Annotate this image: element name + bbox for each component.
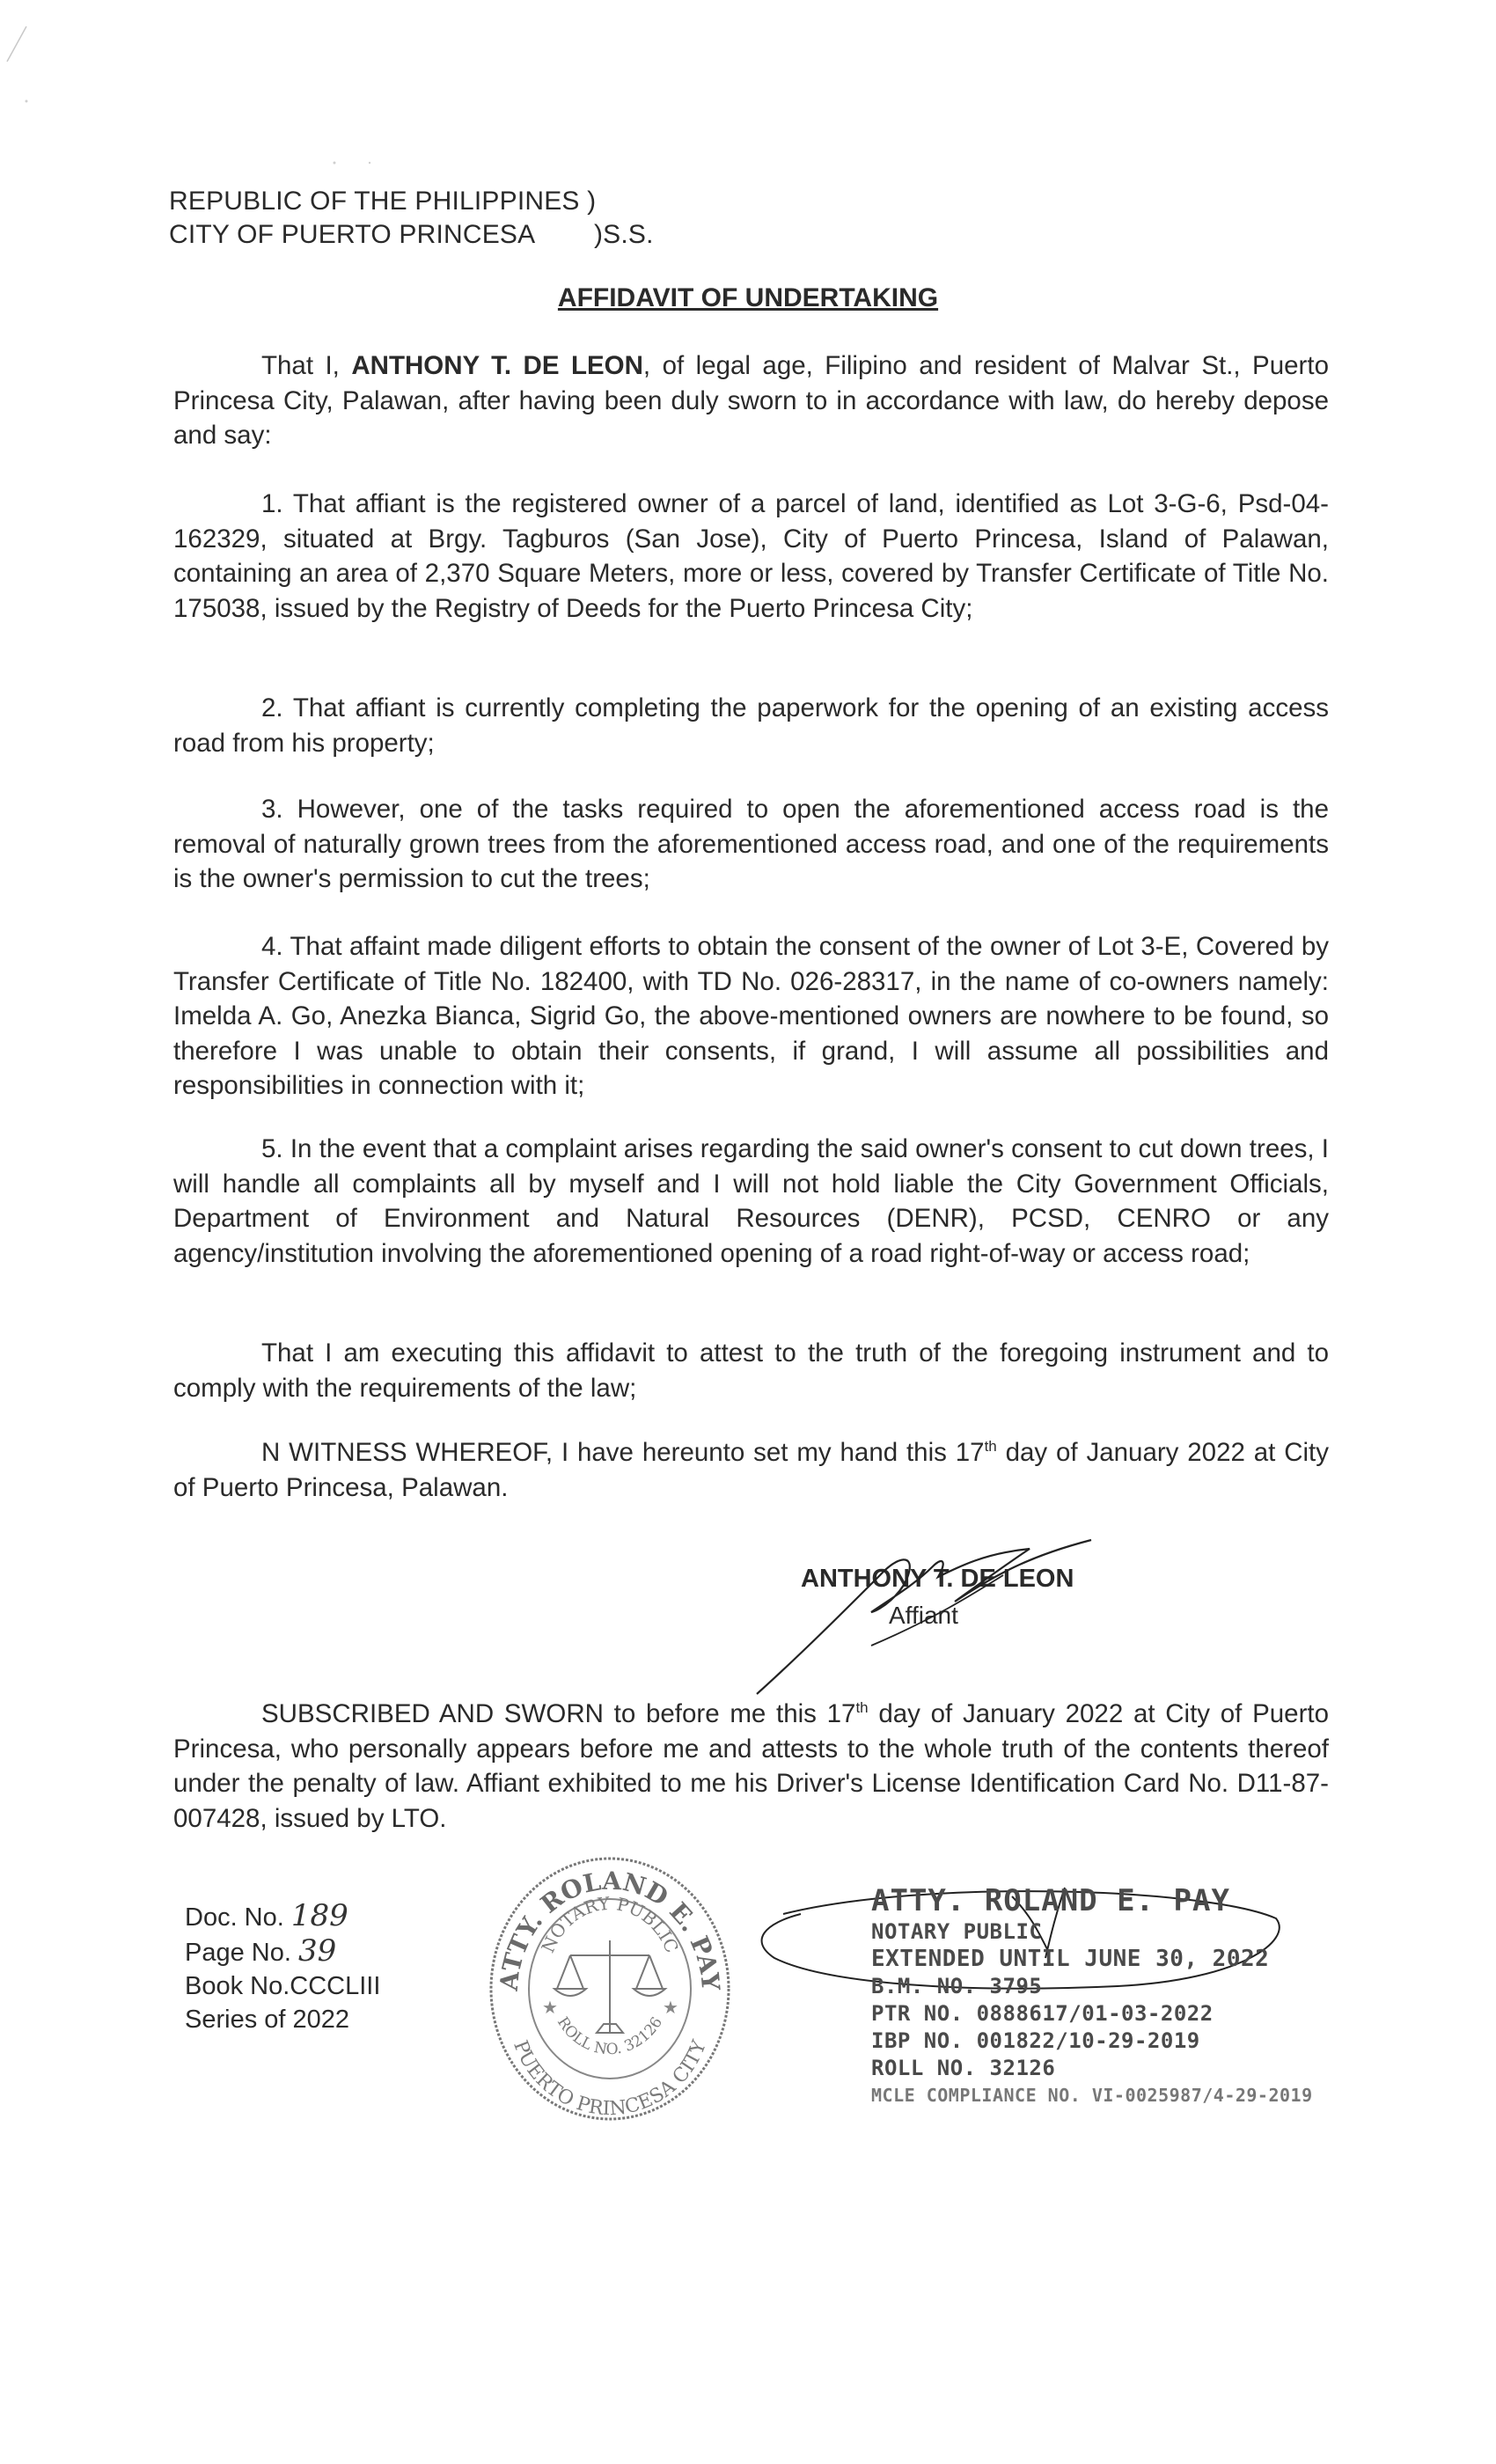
notary-mcle-number: MCLE COMPLIANCE NO. VI-0025987/4-29-2019 xyxy=(871,2085,1313,2106)
jurat-paragraph xyxy=(173,1697,1329,1836)
doc-number-row xyxy=(185,1899,380,1934)
intro-post: , of legal age, Filipino and resident of Malvar St., Puerto Princesa City, Palawan, after having been duly sworn to in accordance with law, do hereby depose and say: xyxy=(173,351,1329,450)
series-year: Series of 2022 xyxy=(185,2006,350,2034)
affiant-name-inline: ANTHONY T. DE LEON xyxy=(351,351,643,380)
seal-roll-text: ROLL NO. 32126 xyxy=(553,2013,667,2059)
seal-middle-text: NOTARY PUBLIC xyxy=(537,1892,683,1956)
witness-paragraph xyxy=(173,1435,1329,1505)
paragraph-5: 5. In the event that a complaint arises regarding the said owner's consent to cut down trees, I will handle all complaints all by myself and I will not hold liable the City Government Officials, Department of Environment and Natural Resources (DENR), PCSD, CENRO or any agency/institution involving the aforementioned opening of a road right-of-way or access road; xyxy=(173,1134,1329,1268)
paragraph-2: 2. That affiant is currently completing the paperwork for the opening of an existing access road from his property; xyxy=(173,693,1329,758)
page-number-label: Page No. xyxy=(185,1939,291,1967)
paragraph-4: 4. That affaint made diligent efforts to obtain the consent of the owner of Lot 3-E, Covered by Transfer Certificate of Title No. 182400, with TD No. 026-28317, in the name of co-owners namely: Imelda A. Go, Anezka Bianca, Sigrid Go, the above-mentioned owners are nowhere to be found, so therefore I was unable to obtain their consents, if grand, I will assume all possibilities and responsibilities in connection with it; xyxy=(173,932,1329,1100)
paragraph-3: 3. However, one of the tasks required to open the aforementioned access road is the removal of naturally grown trees from the aforementioned access road, and one of the requirements is the owner's permission to cut the trees; xyxy=(173,795,1329,893)
affiant-signature xyxy=(739,1514,1197,1707)
doc-number-value: 189 xyxy=(290,1898,348,1933)
affiant-signature-name: ANTHONY T. DE LEON xyxy=(801,1565,1074,1593)
notary-ibp-number: IBP NO. 001822/10-29-2019 xyxy=(871,2028,1200,2053)
witness-post: day of January 2022 at City of Puerto Princesa, Palawan. xyxy=(173,1438,1330,1502)
witness-pre: N WITNESS WHEREOF, I have hereunto set my hand this 17 xyxy=(261,1438,985,1467)
affiant-role: Affiant xyxy=(889,1602,958,1629)
notarial-register xyxy=(185,1899,380,2036)
venue-caption xyxy=(169,185,654,252)
notary-ptr-number: PTR NO. 0888617/01-03-2022 xyxy=(871,2001,1214,2026)
witness-ordinal: th xyxy=(984,1438,997,1456)
seal-star-left-icon: ★ xyxy=(542,1998,558,2018)
seal-top-text: ATTY. ROLAND E. PAY xyxy=(494,1866,726,1992)
venue-line-country: REPUBLIC OF THE PHILIPPINES ) xyxy=(169,187,597,216)
notary-bm-number: B.M. NO. 3795 xyxy=(871,1974,1043,1998)
jurat-pre: SUBSCRIBED AND SWORN to before me this 17 xyxy=(261,1699,856,1728)
notary-seal xyxy=(482,1848,737,2121)
jurat-post: day of January 2022 at City of Puerto Princesa, who personally appears before me and attests to the whole truth of the contents thereof under the penalty of law. Affiant exhibited to me his Driver's License Identification Card No. D11-87-007428, issued by LTO. xyxy=(173,1699,1329,1833)
document-title: AFFIDAVIT OF UNDERTAKING xyxy=(557,283,939,312)
notary-extension: EXTENDED UNTIL JUNE 30, 2022 xyxy=(871,1946,1270,1972)
intro-pre: That I, xyxy=(261,351,352,380)
intro-paragraph xyxy=(173,348,1329,453)
notary-name: ATTY. ROLAND E. PAY xyxy=(871,1883,1230,1918)
venue-line-city: CITY OF PUERTO PRINCESA )S.S. xyxy=(169,220,654,249)
seal-star-right-icon: ★ xyxy=(663,1998,678,2018)
notary-details xyxy=(871,1883,1313,2109)
page-number-row xyxy=(185,1934,380,1969)
paragraph-1: 1. That affiant is the registered owner of a parcel of land, identified as Lot 3-G-6, Psd-04-162329, situated at Brgy. Tagburos (San Jose), City of Puerto Princesa, Island of Palawan, containing an area of 2,370 Square Meters, more or less, covered by Transfer Certificate of Title No. 175038, issued by the Registry of Deeds for the Puerto Princesa City; xyxy=(173,489,1329,623)
jurat-ordinal: th xyxy=(855,1699,869,1717)
seal-bottom-text: PUERTO PRINCESA CITY xyxy=(509,2037,711,2121)
book-number: Book No.CCCLIII xyxy=(185,1972,381,2000)
doc-number-label: Doc. No. xyxy=(185,1903,284,1932)
notary-commission: NOTARY PUBLIC xyxy=(871,1919,1043,1944)
notary-roll-number: ROLL NO. 32126 xyxy=(871,2056,1056,2080)
page-number-value: 39 xyxy=(297,1933,337,1969)
attestation-paragraph: That I am executing this affidavit to attest to the truth of the foregoing instrument and to comply with the requirements of the law; xyxy=(173,1338,1329,1403)
